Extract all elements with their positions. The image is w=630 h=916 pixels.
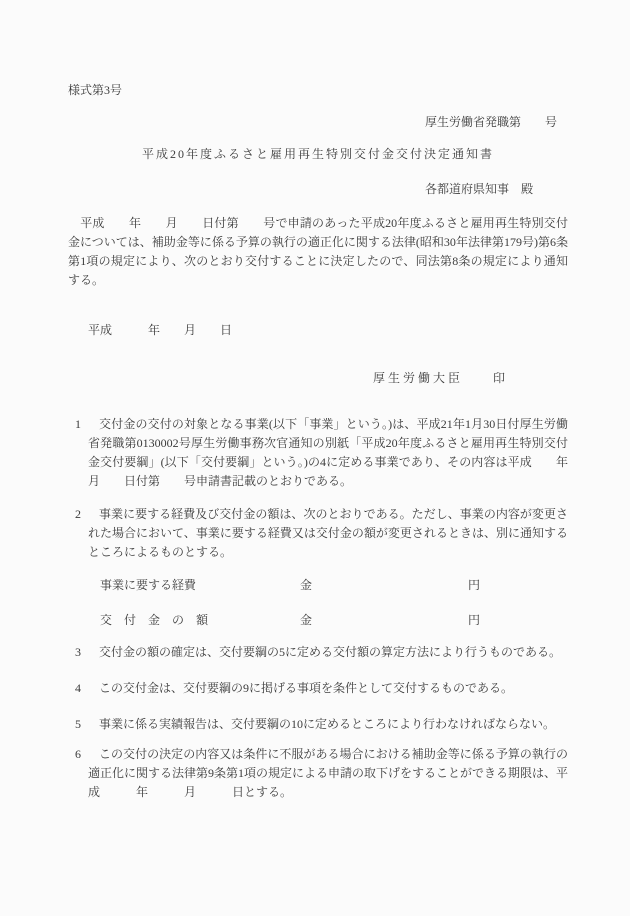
issue-date-line: 平成 年 月 日 [88, 323, 233, 337]
item-text: この交付金は、交付要綱の9に掲げる事項を条件として交付するものである。 [99, 681, 514, 695]
item-number: 3 [75, 645, 81, 659]
item-1 [68, 415, 593, 491]
item-text: この交付の決定の内容又は条件に不服がある場合における補助金等に係る予算の執行の適正化に関する法律第9条第1項の規定による申請の取下げをすることができる期限は、平成 年 月 日とする。 [88, 747, 569, 799]
item-2 [68, 505, 568, 562]
item-5 [68, 715, 568, 734]
item-text: 交付金の額の確定は、交付要綱の5に定める交付額の算定方法により行うものである。 [99, 645, 562, 659]
item-4 [68, 679, 568, 698]
item-number: 2 [75, 507, 81, 521]
amount-currency-prefix: 金 [300, 578, 313, 592]
amount-currency-suffix: 円 [468, 613, 481, 627]
item-text: 交付金の交付の対象となる事業(以下「事業」という。)は、平成21年1月30日付厚生労働省発職第0130002号厚生労働事務次官通知の別紙「平成20年度ふるさと雇用再生特別交付金交付要綱」(以下「交付要綱」という。)の4に定める事業であり、その内容は平成 年 月 日付第 号申請書記載のとおりである。 [88, 417, 593, 488]
item-3 [68, 643, 568, 662]
amount-label: 交 付 金 の 額 [100, 613, 209, 627]
form-number: 様式第3号 [68, 83, 123, 97]
amount-row-expenses [68, 576, 568, 595]
document-number: 厚生労働省発職第 号 [425, 115, 558, 129]
minister-title: 厚 生 労 働 大 臣 [373, 371, 461, 385]
item-number: 5 [75, 717, 81, 731]
opening-paragraph: 平成 年 月 日付第 号で申請のあった平成20年度ふるさと雇用再生特別交付金については、補助金等に係る予算の執行の適正化に関する法律(昭和30年法律第179号)第6条第1項の規定により、次のとおり交付することに決定したので、同法第8条の規定により通知する。 [68, 216, 568, 287]
item-6 [68, 745, 568, 802]
amount-currency-suffix: 円 [468, 578, 481, 592]
minister-signature-line [373, 369, 568, 388]
amount-currency-prefix: 金 [300, 613, 313, 627]
item-number: 1 [75, 417, 81, 431]
addressee-line: 各都道府県知事 殿 [425, 182, 534, 196]
item-text: 事業に係る実績報告は、交付要綱の10に定めるところにより行わなければならない。 [99, 717, 556, 731]
amount-label: 事業に要する経費 [100, 578, 197, 592]
item-text: 事業に要する経費及び交付金の額は、次のとおりである。ただし、事業の内容が変更された場合において、事業に要する経費又は交付金の額が変更されるときは、別に通知するところによるものとする。 [88, 507, 568, 559]
seal-mark: 印 [493, 371, 506, 385]
item-number: 4 [75, 681, 81, 695]
item-number: 6 [75, 747, 81, 761]
amount-row-grant [68, 611, 568, 630]
document-title: 平成20年度ふるさと雇用再生特別交付金交付決定通知書 [141, 147, 494, 161]
